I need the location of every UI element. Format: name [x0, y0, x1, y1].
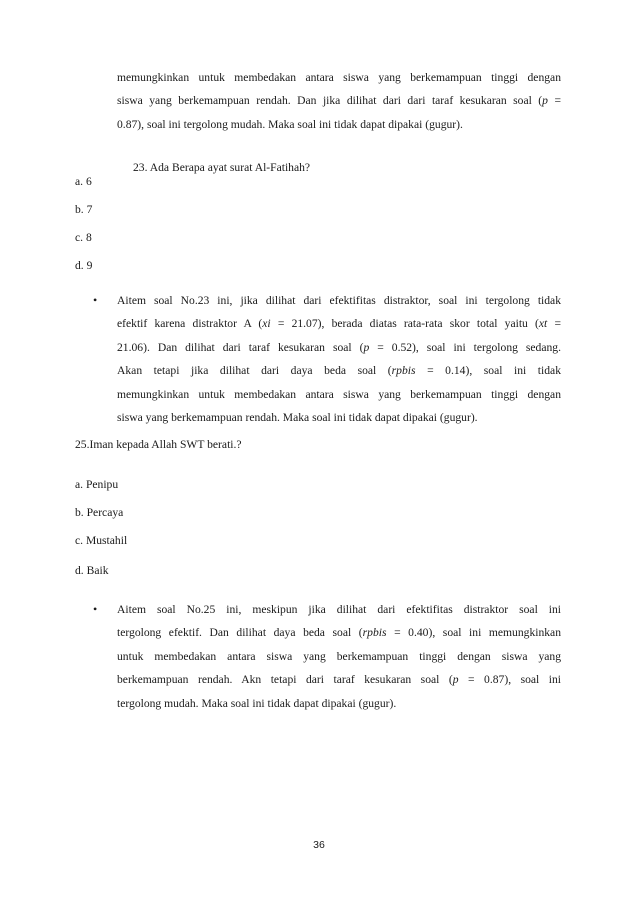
- question-23-option-a: a. 6: [75, 175, 92, 188]
- analysis-line: Aitem soal No.23 ini, jika dilihat dari efektifitas distraktor, soal ini tergolong tidak: [117, 294, 561, 307]
- continuation-paragraph: [117, 66, 561, 136]
- page-number: 36: [313, 839, 325, 851]
- paragraph-line: 0.87), soal ini tergolong mudah. Maka soal ini tidak dapat dipakai (gugur).: [117, 117, 463, 131]
- bullet-icon: •: [93, 293, 98, 307]
- paragraph-line: siswa yang berkemampuan rendah. Dan jika dilihat dari dari taraf kesukaran soal (p =: [117, 94, 561, 108]
- question-25-option-a: a. Penipu: [75, 478, 119, 491]
- question-25-text: 25.Iman kepada Allah SWT berati.?: [75, 438, 242, 451]
- analysis-line: efektif karena distraktor A (xi = 21.07), berada diatas rata-rata skor total yaitu (xt =: [117, 317, 561, 331]
- analysis-line: 21.06). Dan dilihat dari taraf kesukaran soal (p = 0.52), soal ini tergolong sedang.: [117, 340, 561, 354]
- analysis-line: memungkinkan untuk membedakan antara siswa yang berkemampuan tinggi dengan: [117, 387, 561, 401]
- paragraph-line: memungkinkan untuk membedakan antara siswa yang berkemampuan tinggi dengan: [117, 71, 561, 84]
- question-25-option-b: b. Percaya: [75, 506, 124, 519]
- question-25-option-d: d. Baik: [75, 564, 109, 577]
- question-23-option-d: d. 9: [75, 259, 93, 272]
- analysis-line: untuk membedakan antara siswa yang berkemampuan tinggi dengan siswa yang: [117, 649, 561, 663]
- analysis-line: siswa yang berkemampuan rendah. Maka soal ini tidak dapat dipakai (gugur).: [117, 411, 478, 425]
- analysis-line: tergolong efektif. Dan dilihat daya beda soal (rpbis = 0.40), soal ini memungkinkan: [117, 626, 561, 640]
- analysis-25-text: [117, 598, 561, 715]
- analysis-line: tergolong mudah. Maka soal ini tidak dapat dipakai (gugur).: [117, 696, 397, 710]
- question-23-option-c: c. 8: [75, 231, 92, 244]
- question-25-option-c: c. Mustahil: [75, 534, 128, 547]
- analysis-23-text: [117, 289, 561, 429]
- analysis-line: Aitem soal No.25 ini, meskipun jika dilihat dari efektifitas distraktor soal ini: [117, 603, 561, 616]
- bullet-icon: •: [93, 602, 98, 616]
- question-23-option-b: b. 7: [75, 203, 93, 216]
- question-23-text: 23. Ada Berapa ayat surat Al-Fatihah?: [133, 161, 311, 174]
- analysis-line: Akan tetapi jika dilihat dari daya beda soal (rpbis = 0.14), soal ini tidak: [117, 364, 561, 378]
- analysis-line: berkemampuan rendah. Akn tetapi dari taraf kesukaran soal (p = 0.87), soal ini: [117, 673, 561, 687]
